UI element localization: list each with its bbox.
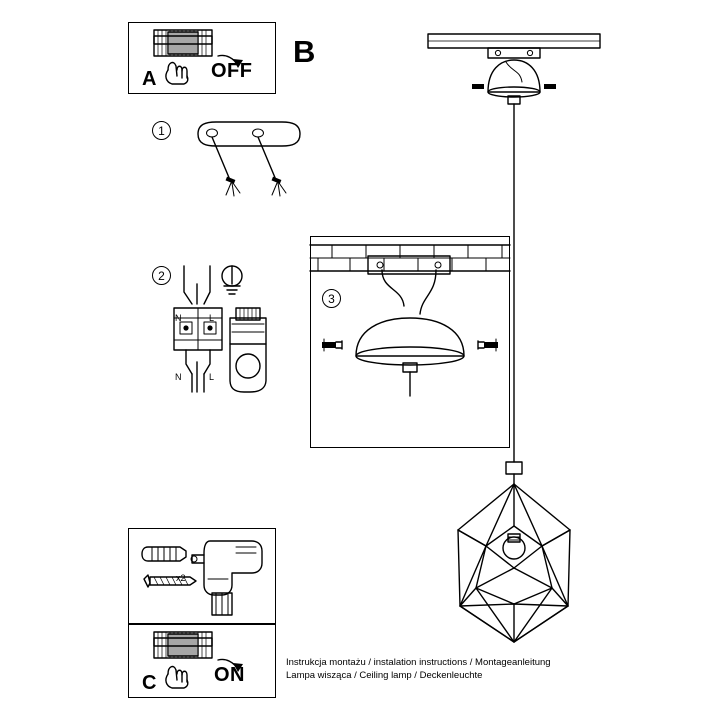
step-1-diagram bbox=[192, 120, 307, 210]
panel-a-state-label: OFF bbox=[211, 60, 253, 82]
step-2-number: 2 bbox=[158, 268, 165, 283]
step-1-badge bbox=[152, 121, 171, 140]
panel-a-letter: A bbox=[142, 68, 157, 90]
panel-c-state-label: ON bbox=[214, 664, 245, 686]
step-3-number: 3 bbox=[328, 291, 335, 306]
terminal-label-n-bottom: N bbox=[175, 372, 182, 382]
caption-line-2: Lampa wisząca / Ceiling lamp / Deckenleuchte bbox=[286, 670, 483, 681]
caption-block bbox=[286, 656, 586, 682]
tools-diagram bbox=[136, 533, 270, 621]
panel-c-letter: C bbox=[142, 672, 157, 694]
lamp-illustration bbox=[420, 28, 670, 628]
terminal-label-l-bottom: L bbox=[209, 372, 215, 382]
terminal-label-l-top: L bbox=[209, 313, 215, 323]
caption-line-1: Instrukcja montażu / instalation instructions / Montageanleitung bbox=[286, 657, 551, 668]
step-2-diagram bbox=[166, 262, 276, 412]
terminal-label-n-top: N bbox=[175, 313, 182, 323]
section-b-letter: B bbox=[293, 34, 316, 69]
tools-quantity-label: x2 bbox=[176, 573, 186, 583]
step-1-number: 1 bbox=[158, 123, 165, 138]
